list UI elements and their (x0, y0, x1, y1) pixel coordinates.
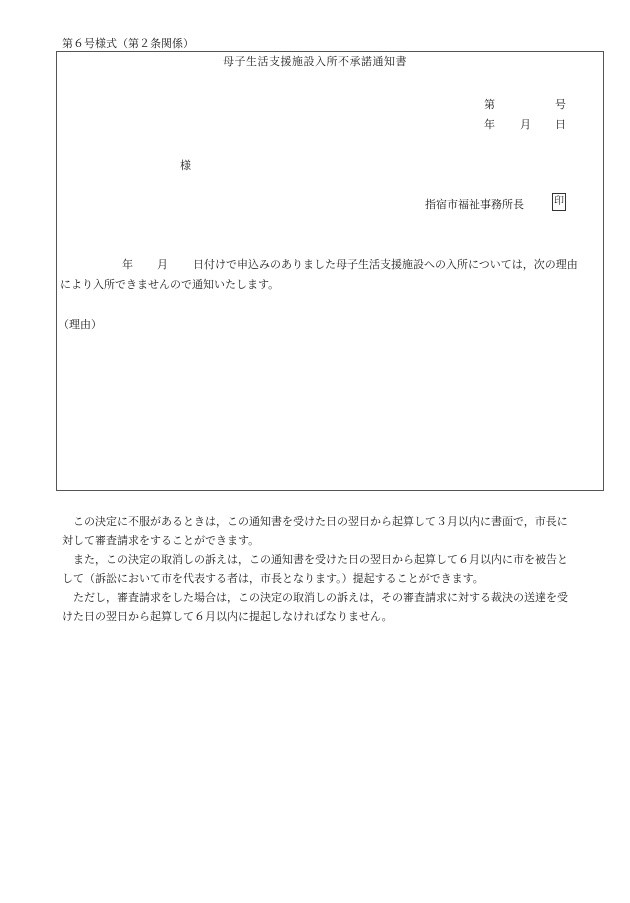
body-text-line-2: により入所できませんので通知いたします。 (60, 278, 280, 291)
note-1-line-2: 対して審査請求をすることができます。 (62, 534, 260, 547)
note-2-line-1: また，この決定の取消しの訴えは，この通知書を受けた日の翌日から起算して６月以内に市を被告と (73, 553, 568, 566)
body-year: 年 (122, 258, 133, 271)
document-title: 母子生活支援施設入所不承諾通知書 (223, 55, 407, 68)
form-number-label: 第６号様式（第２条関係） (62, 37, 194, 50)
date-year: 年 (484, 118, 495, 131)
body-text-line-1: 日付けで申込みのありました母子生活支援施設への入所については，次の理由 (193, 258, 578, 271)
addressee-honorific: 様 (180, 159, 191, 172)
seal-mark: 印 (552, 193, 566, 211)
date-month: 月 (520, 118, 531, 131)
doc-number-suffix: 号 (555, 98, 566, 111)
sender-title: 指宿市福祉事務所長 (425, 198, 524, 211)
note-2-line-2: して（訴訟において市を代表する者は，市長となります。）提起することができます。 (62, 572, 484, 585)
note-3-line-1: ただし，審査請求をした場合は，この決定の取消しの訴えは，その審査請求に対する裁決の送達を受 (73, 591, 568, 604)
note-3-line-2: けた日の翌日から起算して６月以内に提起しなければなりません。 (62, 610, 393, 623)
date-day: 日 (555, 118, 566, 131)
reason-label: （理由） (58, 318, 102, 331)
body-month: 月 (157, 258, 168, 271)
appeal-notes (62, 512, 602, 626)
note-1-line-1: この決定に不服があるときは，この通知書を受けた日の翌日から起算して３月以内に書面で，市長に (73, 515, 568, 528)
doc-number-prefix: 第 (484, 98, 495, 111)
